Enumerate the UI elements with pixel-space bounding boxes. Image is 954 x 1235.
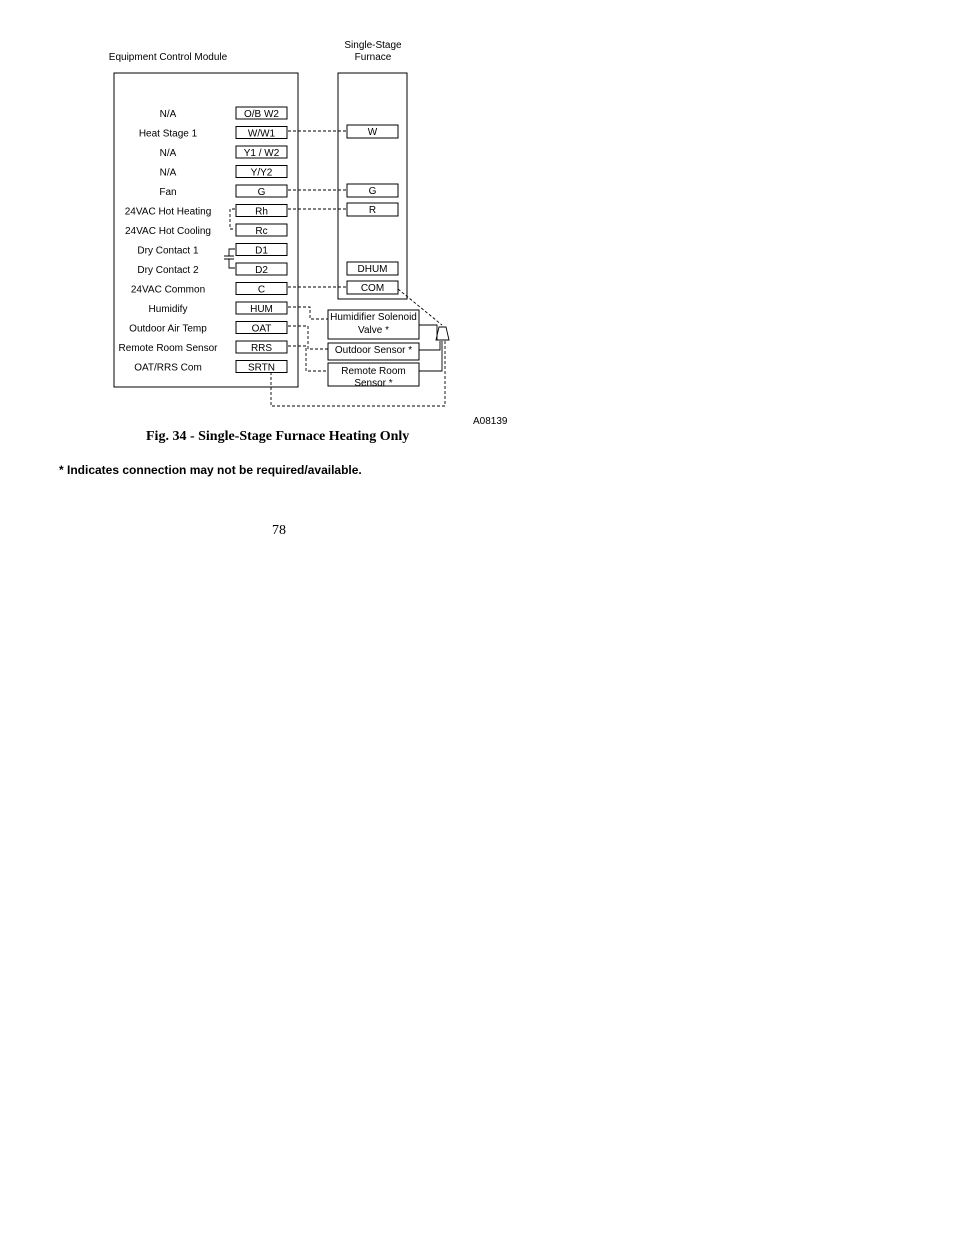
furnace-terminal-label: DHUM <box>357 264 388 275</box>
remote-return-wire <box>419 341 442 371</box>
row-label: Heat Stage 1 <box>138 128 198 140</box>
terminal-label: Y/Y2 <box>250 167 273 179</box>
wire-nut-icon <box>436 327 449 340</box>
remote-sensor-label-line2: Sensor * <box>354 378 393 389</box>
row-label: 24VAC Hot Heating <box>124 206 212 218</box>
furnace-terminal-com <box>347 281 398 294</box>
humidifier-return-wire <box>419 325 437 340</box>
row-label: Dry Contact 1 <box>137 245 199 257</box>
terminal-label: Rh <box>255 206 268 218</box>
terminal-label: Y1 / W2 <box>243 148 280 159</box>
terminal-label: OAT <box>251 323 272 335</box>
humidifier-label-line2: Valve * <box>358 325 389 336</box>
module-title: Equipment Control Module <box>108 52 228 63</box>
row-label: Fan <box>159 187 177 198</box>
terminal-label: D1 <box>255 245 268 257</box>
row-label: Remote Room Sensor <box>118 343 218 354</box>
terminal-row <box>119 341 287 354</box>
outdoor-sensor <box>328 343 419 360</box>
furnace-terminal-label: G <box>368 186 377 197</box>
row-label: Humidify <box>148 304 188 315</box>
note-text: * Indicates connection may not be required/available. <box>59 463 362 477</box>
row-label: N/A <box>159 167 177 179</box>
terminal-label: C <box>257 284 266 296</box>
row-label: Outdoor Air Temp <box>129 323 207 335</box>
outdoor-return-wire <box>419 341 440 350</box>
furnace-terminal-r <box>347 203 398 216</box>
figure-caption: Fig. 34 - Single-Stage Furnace Heating Only <box>146 429 410 444</box>
outdoor-sensor-label: Outdoor Sensor * <box>334 345 413 356</box>
terminal-label: G <box>257 187 266 198</box>
humidifier-label-line1: Humidifier Solenoid <box>330 312 417 323</box>
furnace-title-line1: Single-Stage <box>344 40 402 51</box>
furnace-terminal-g <box>347 184 398 197</box>
row-label: 24VAC Common <box>130 284 206 296</box>
row-label: Dry Contact 2 <box>137 265 199 276</box>
terminal-label: HUM <box>250 304 273 315</box>
remote-room-sensor <box>328 363 419 389</box>
row-label: OAT/RRS Com <box>134 362 202 374</box>
row-label: N/A <box>159 109 177 120</box>
terminal-row <box>125 205 287 218</box>
terminal-label: Rc <box>255 226 268 237</box>
figure-id: A08139 <box>473 416 508 427</box>
row-label: 24VAC Hot Cooling <box>125 226 211 237</box>
furnace-terminal-dhum <box>347 262 398 275</box>
terminal-label: RRS <box>250 343 273 354</box>
remote-sensor-label-line1: Remote Room <box>341 366 406 377</box>
terminal-label: D2 <box>255 265 268 276</box>
furnace-terminal-label: W <box>367 127 378 138</box>
furnace-terminal-label: R <box>368 205 377 216</box>
terminal-label: O/B W2 <box>243 109 280 120</box>
page-number: 78 <box>272 523 286 538</box>
furnace-terminal-w <box>347 125 398 138</box>
terminal-label: W/W1 <box>247 128 276 140</box>
row-label: N/A <box>159 148 177 159</box>
humidifier-solenoid-valve <box>328 310 419 339</box>
furnace-terminal-label: COM <box>360 283 385 294</box>
furnace-title-line2: Furnace <box>354 52 392 63</box>
terminal-row <box>125 224 287 237</box>
terminal-label: SRTN <box>247 362 276 374</box>
